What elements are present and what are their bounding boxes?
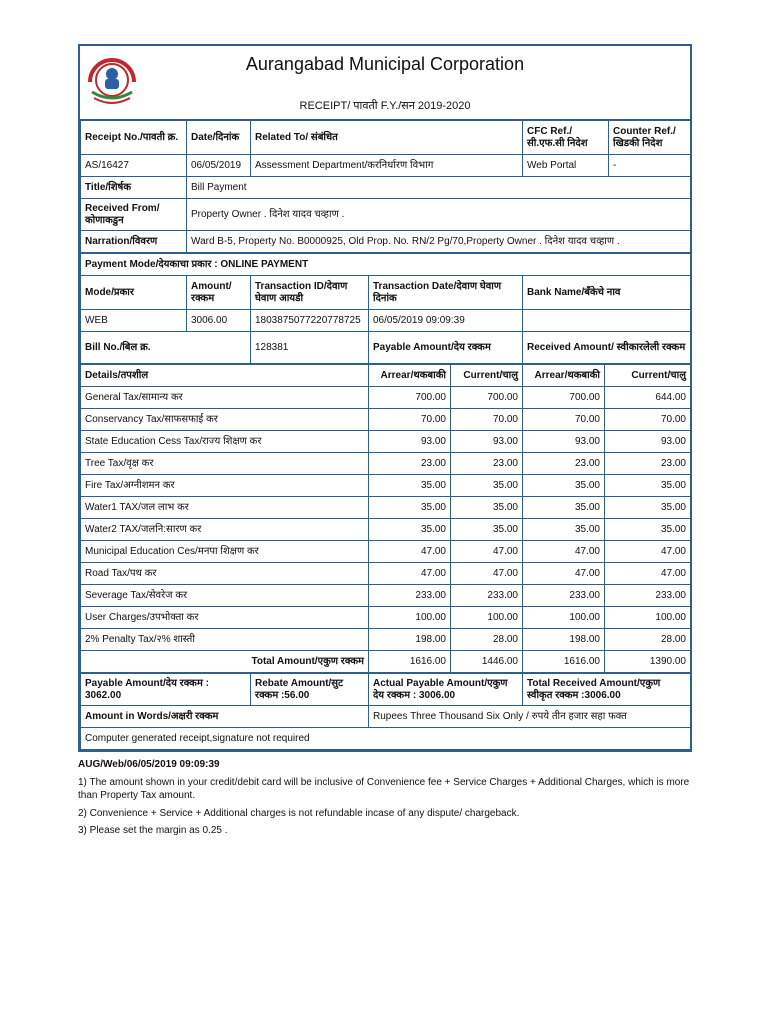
received-current-cell: 233.00 — [605, 585, 691, 607]
received-current-cell: 35.00 — [605, 475, 691, 497]
tax-name-cell: Water2 TAX/जलनि:सारण कर — [81, 519, 369, 541]
rebate-amount-summary: Rebate Amount/सुट रक्कम :56.00 — [251, 674, 369, 706]
payable-arrear-cell: 47.00 — [369, 563, 451, 585]
received-arrear-cell: 100.00 — [523, 607, 605, 629]
received-arrear-cell: 47.00 — [523, 563, 605, 585]
counter-value: - — [609, 155, 691, 177]
received-current-header: Current/चालु — [605, 365, 691, 387]
txn-id-label: Transaction ID/देवाण घेवाण आयडी — [251, 276, 369, 310]
receipt-fy-line: RECEIPT/ पावती F.Y./सन 2019-2020 — [299, 100, 471, 112]
details-rows — [81, 387, 691, 651]
table-row — [81, 497, 691, 519]
payable-arrear-cell: 233.00 — [369, 585, 451, 607]
received-current-cell: 35.00 — [605, 497, 691, 519]
tax-name-cell: 2% Penalty Tax/२% शास्ती — [81, 629, 369, 651]
related-value: Assessment Department/करनिर्धारण विभाग — [251, 155, 523, 177]
table-row — [81, 431, 691, 453]
payable-arrear-cell: 23.00 — [369, 453, 451, 475]
table-row — [81, 387, 691, 409]
bank-label: Bank Name/बँकेचे नाव — [523, 276, 691, 310]
received-arrear-cell: 35.00 — [523, 475, 605, 497]
summary-table — [80, 673, 691, 750]
received-arrear-cell: 70.00 — [523, 409, 605, 431]
received-from-label: Received From/ कोणाकडुन — [81, 199, 187, 231]
payable-current-cell: 23.00 — [451, 453, 523, 475]
tax-name-cell: Tree Tax/वृक्ष कर — [81, 453, 369, 475]
payable-arrear-header: Arrear/थकबाकी — [369, 365, 451, 387]
table-row — [81, 563, 691, 585]
total-received-current: 1390.00 — [605, 651, 691, 673]
receipt-sheet — [78, 44, 692, 842]
title-value: Bill Payment — [187, 177, 691, 199]
info-table — [80, 120, 691, 253]
receipt-no-value: AS/16427 — [81, 155, 187, 177]
narration-label: Narration/विवरण — [81, 231, 187, 253]
received-arrear-cell: 47.00 — [523, 541, 605, 563]
received-current-cell: 93.00 — [605, 431, 691, 453]
received-arrear-cell: 93.00 — [523, 431, 605, 453]
date-value: 06/05/2019 — [187, 155, 251, 177]
total-payable-arrear: 1616.00 — [369, 651, 451, 673]
payable-current-cell: 35.00 — [451, 497, 523, 519]
payable-current-cell: 28.00 — [451, 629, 523, 651]
amount-label: Amount/ रक्कम — [187, 276, 251, 310]
received-arrear-cell: 35.00 — [523, 519, 605, 541]
received-current-cell: 70.00 — [605, 409, 691, 431]
table-row — [81, 607, 691, 629]
payment-table — [80, 253, 691, 364]
cfc-label: CFC Ref./ सी.एफ.सी निदेश — [523, 121, 609, 155]
total-received-arrear: 1616.00 — [523, 651, 605, 673]
total-received-summary: Total Received Amount/एकुण स्वीकृत रक्कम :3006.00 — [523, 674, 691, 706]
received-current-cell: 23.00 — [605, 453, 691, 475]
total-payable-current: 1446.00 — [451, 651, 523, 673]
counter-label: Counter Ref./ खिडकी निदेश — [609, 121, 691, 155]
payable-amount-label: Payable Amount/देय रक्कम — [369, 332, 523, 364]
title-label: Title/शिर्षक — [81, 177, 187, 199]
total-amount-label: Total Amount/एकुण रक्कम — [81, 651, 369, 673]
payable-current-cell: 700.00 — [451, 387, 523, 409]
footer-note-1: 1) The amount shown in your credit/debit card will be inclusive of Convenience fee + Service Charges + Additional Charges, which is more than Property Tax amount. — [78, 776, 690, 801]
tax-name-cell: Conservancy Tax/साफसफाई कर — [81, 409, 369, 431]
tax-name-cell: Fire Tax/अग्नीशमन कर — [81, 475, 369, 497]
table-row — [81, 475, 691, 497]
narration-value: Ward B-5, Property No. B0000925, Old Prop. No. RN/2 Pg/70,Property Owner . दिनेश यादव चव्हाण . — [187, 231, 691, 253]
payable-arrear-cell: 70.00 — [369, 409, 451, 431]
payable-arrear-cell: 35.00 — [369, 497, 451, 519]
footer-note-3: 3) Please set the margin as 0.25 . — [78, 825, 228, 836]
payable-current-cell: 70.00 — [451, 409, 523, 431]
details-header: Details/तपशील — [81, 365, 369, 387]
received-arrear-cell: 700.00 — [523, 387, 605, 409]
receipt-frame — [78, 44, 692, 752]
tax-name-cell: Severage Tax/सेवरेज कर — [81, 585, 369, 607]
tax-name-cell: Water1 TAX/जल लाभ कर — [81, 497, 369, 519]
table-row — [81, 629, 691, 651]
payable-arrear-cell: 198.00 — [369, 629, 451, 651]
received-current-cell: 100.00 — [605, 607, 691, 629]
received-current-cell: 28.00 — [605, 629, 691, 651]
payable-arrear-cell: 35.00 — [369, 475, 451, 497]
payable-current-cell: 47.00 — [451, 541, 523, 563]
tax-name-cell: Road Tax/पथ कर — [81, 563, 369, 585]
txn-date-label: Transaction Date/देवाण घेवाण दिनांक — [369, 276, 523, 310]
payable-arrear-cell: 35.00 — [369, 519, 451, 541]
payable-arrear-cell: 93.00 — [369, 431, 451, 453]
mode-value: WEB — [81, 310, 187, 332]
computer-generated-note: Computer generated receipt,signature not required — [81, 728, 691, 750]
payable-current-cell: 35.00 — [451, 519, 523, 541]
received-arrear-cell: 233.00 — [523, 585, 605, 607]
txn-date-value: 06/05/2019 09:09:39 — [369, 310, 523, 332]
details-table — [80, 364, 691, 673]
amount-value: 3006.00 — [187, 310, 251, 332]
received-arrear-header: Arrear/थकबाकी — [523, 365, 605, 387]
payable-current-cell: 233.00 — [451, 585, 523, 607]
received-current-cell: 47.00 — [605, 563, 691, 585]
payable-current-cell: 35.00 — [451, 475, 523, 497]
payable-current-cell: 47.00 — [451, 563, 523, 585]
payable-current-cell: 100.00 — [451, 607, 523, 629]
received-current-cell: 47.00 — [605, 541, 691, 563]
related-label: Related To/ संबंधित — [251, 121, 523, 155]
tax-name-cell: General Tax/सामान्य कर — [81, 387, 369, 409]
payable-current-cell: 93.00 — [451, 431, 523, 453]
payable-amount-summary: Payable Amount/देय रक्कम : 3062.00 — [81, 674, 251, 706]
received-arrear-cell: 198.00 — [523, 629, 605, 651]
tax-name-cell: User Charges/उपभोक्ता कर — [81, 607, 369, 629]
received-arrear-cell: 23.00 — [523, 453, 605, 475]
txn-id-value: 1803875077220778725 — [251, 310, 369, 332]
table-row — [81, 585, 691, 607]
footer-notes — [78, 758, 692, 838]
table-row — [81, 453, 691, 475]
date-label: Date/दिनांक — [187, 121, 251, 155]
amount-words-value: Rupees Three Thousand Six Only / रुपये तीन हजार सहा फक्त — [369, 706, 691, 728]
received-current-cell: 644.00 — [605, 387, 691, 409]
org-title: Aurangabad Municipal Corporation — [245, 54, 525, 74]
receipt-no-label: Receipt No./पावती क्र. — [81, 121, 187, 155]
footer-note-2: 2) Convenience + Service + Additional charges is not refundable incase of any dispute/ chargeback. — [78, 807, 520, 819]
table-row — [81, 541, 691, 563]
table-row — [81, 409, 691, 431]
payable-current-header: Current/चालु — [451, 365, 523, 387]
received-arrear-cell: 35.00 — [523, 497, 605, 519]
footer-stamp: AUG/Web/06/05/2019 09:09:39 — [78, 759, 220, 770]
amount-words-label: Amount in Words/अक्षरी रक्कम — [81, 706, 369, 728]
tax-name-cell: Municipal Education Ces/मनपा शिक्षण कर — [81, 541, 369, 563]
received-current-cell: 35.00 — [605, 519, 691, 541]
bill-no-value: 128381 — [251, 332, 369, 364]
receipt-header — [80, 46, 690, 120]
payable-arrear-cell: 47.00 — [369, 541, 451, 563]
table-row — [81, 519, 691, 541]
tax-name-cell: State Education Cess Tax/राज्य शिक्षण कर — [81, 431, 369, 453]
actual-payable-summary: Actual Payable Amount/एकुण देय रक्कम : 3006.00 — [369, 674, 523, 706]
payable-arrear-cell: 100.00 — [369, 607, 451, 629]
received-amount-label: Received Amount/ स्वीकारलेली रक्कम — [523, 332, 691, 364]
cfc-value: Web Portal — [523, 155, 609, 177]
payment-mode-title: Payment Mode/देयकाचा प्रकार : ONLINE PAYMENT — [81, 254, 691, 276]
payable-arrear-cell: 700.00 — [369, 387, 451, 409]
bank-value — [523, 310, 691, 332]
bill-no-label: Bill No./बिल क्र. — [81, 332, 251, 364]
mode-label: Mode/प्रकार — [81, 276, 187, 310]
received-from-value: Property Owner . दिनेश यादव चव्हाण . — [187, 199, 691, 231]
